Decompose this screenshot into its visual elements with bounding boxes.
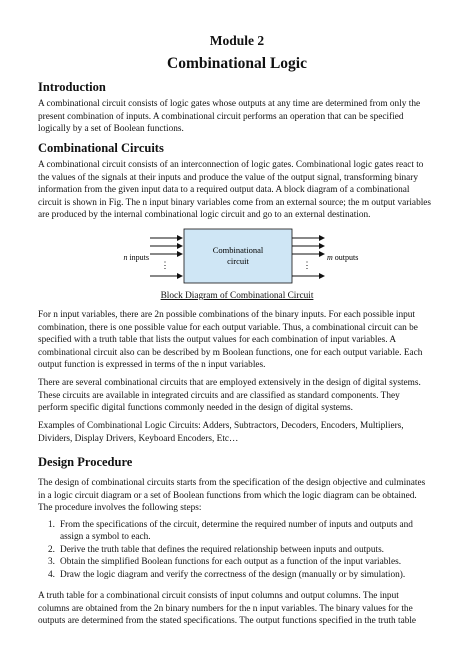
- step-text: Draw the logic diagram and verify the correctness of the design (manually or by simulation).: [60, 569, 406, 580]
- list-item: [38, 519, 438, 531]
- paragraph-truth-table-columns: [38, 590, 435, 628]
- text-line: combinational circuit also can be described by m Boolean functions, one for each output variable. Each: [38, 347, 423, 358]
- output-dots: ⋮: [302, 260, 312, 270]
- text-line: specified with a truth table that lists the output values for each combination of input variables. A: [38, 335, 397, 346]
- text-line: The procedure involves the following steps:: [38, 503, 202, 514]
- text-line: columns are obtained from the 2n binary numbers for the n input variables. The binary values for the: [38, 603, 413, 614]
- step-number: 1.: [48, 520, 55, 530]
- design-steps-list: [38, 519, 438, 581]
- text-line: For n input variables, there are 2n possible combinations of the binary inputs. For each possible input: [38, 310, 415, 320]
- text-line: Examples of Combinational Logic Circuits: Adders, Subtractors, Decoders, Encoders, Multipliers,: [38, 421, 404, 431]
- list-item: [38, 569, 438, 581]
- circuits-paragraph: [38, 159, 435, 222]
- block-diagram: [120, 224, 360, 290]
- step-text: Derive the truth table that defines the required relationship between inputs and outputs.: [60, 544, 385, 555]
- text-line: Dividers, Display Drivers, Keyboard Encoders, Etc…: [38, 433, 239, 444]
- text-line: circuit is shown in Fig. The n input binary variables come from an external source; the m output variables: [38, 197, 432, 208]
- page-title: Combinational Logic: [167, 55, 307, 72]
- text-line: The design of combinational circuits starts from the specification of the design objective and culminates: [38, 478, 426, 488]
- text-line: combination, there is one possible value for each output variable. Thus, a combinational circuit can be: [38, 322, 418, 333]
- paragraph-truth-table: [38, 309, 435, 372]
- circuits-heading: Combinational Circuits: [38, 141, 164, 155]
- text-line: present combination of inputs. A combinational circuit performs an operation that can be specified: [38, 111, 404, 122]
- list-item: [38, 544, 438, 556]
- text-line: There are several combinational circuits that are employed extensively in the design of digital systems.: [38, 378, 421, 388]
- step-number: 4.: [48, 569, 55, 580]
- intro-paragraph: [38, 98, 435, 136]
- step-text: Obtain the simplified Boolean functions for each output as a function of the input variables.: [60, 557, 402, 568]
- box-label-line2: circuit: [227, 256, 249, 266]
- text-line: These circuits are available in integrated circuits and are classified as standard components. They: [38, 390, 400, 401]
- outputs-label: m outputs: [327, 253, 359, 262]
- input-dots: ⋮: [160, 260, 170, 270]
- text-line: information from the given input data to a required output data. A block diagram of a combinational: [38, 185, 410, 196]
- diagram-caption: Block Diagram of Combinational Circuit: [160, 291, 314, 301]
- text-line: the values of the signals at their inputs and produce the value of the output signal, transforming binary: [38, 172, 419, 183]
- text-line: A truth table for a combinational circuit consists of input columns and output columns. The input: [38, 591, 399, 601]
- step-text: assign a symbol to each.: [60, 532, 151, 543]
- text-line: A combinational circuit consists of logic gates whose outputs at any time are determined from only the: [38, 99, 421, 109]
- text-line: A combinational circuit consists of an interconnection of logic gates. Combinational logic gates react to: [38, 160, 424, 170]
- step-text: From the specifications of the circuit, determine the required number of inputs and outputs and: [60, 520, 413, 530]
- list-item: [38, 556, 438, 568]
- list-item: [38, 531, 438, 543]
- module-label: Module 2: [209, 33, 265, 48]
- text-line: in a logic circuit diagram or a set of Boolean functions from which the logic diagram can be obtained.: [38, 490, 417, 501]
- text-line: output function is expressed in terms of the n input variables.: [38, 360, 266, 371]
- paragraph-standard-components: [38, 377, 435, 415]
- text-line: logically by a set of Boolean functions.: [38, 124, 184, 135]
- step-number: 2.: [48, 544, 55, 555]
- box-label-line1: Combinational: [212, 245, 264, 255]
- text-line: perform specific digital functions commonly needed in the design of digital systems.: [38, 403, 353, 414]
- text-line: outputs are determined from the stated specifications. The output functions specified in the truth table: [38, 616, 417, 627]
- inputs-label: n inputs: [123, 253, 149, 262]
- design-heading: Design Procedure: [38, 455, 133, 469]
- design-paragraph: [38, 477, 435, 515]
- step-number: 3.: [48, 557, 55, 568]
- paragraph-examples: [38, 420, 435, 445]
- text-line: are produced by the internal combinational logic circuit and go to an external destination.: [38, 210, 371, 221]
- intro-heading: Introduction: [38, 80, 106, 94]
